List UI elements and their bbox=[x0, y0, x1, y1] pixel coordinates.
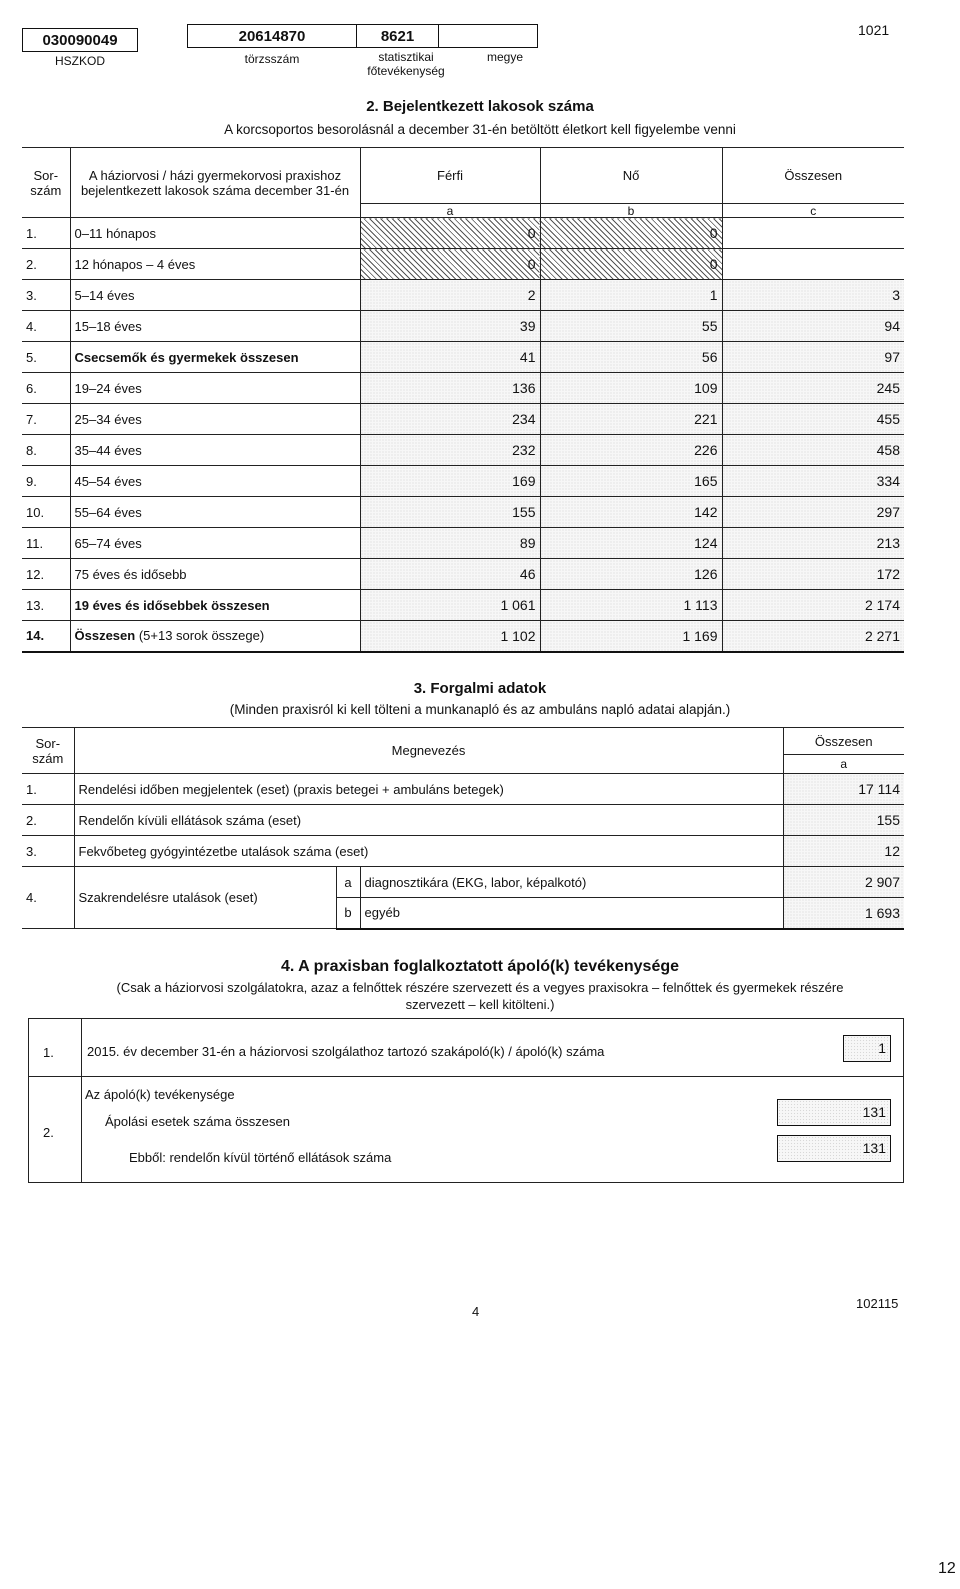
row-label: 45–54 éves bbox=[70, 466, 360, 497]
sub-a: a bbox=[783, 755, 904, 774]
col-sorszam: Sor- szám bbox=[22, 148, 70, 218]
sub-c: c bbox=[722, 204, 904, 218]
cell-value-b: 1 693 bbox=[783, 898, 904, 929]
cell-osszesen: 2 271 bbox=[722, 621, 904, 652]
table-row bbox=[22, 528, 904, 559]
section2-subtitle: A korcsoportos besorolásnál a december 31-én betöltött életkort kell figyelembe venni bbox=[224, 122, 736, 137]
row-label: 35–44 éves bbox=[70, 435, 360, 466]
table-row bbox=[22, 404, 904, 435]
cell-osszesen: 455 bbox=[722, 404, 904, 435]
row-number: 3. bbox=[22, 836, 74, 867]
cell-no: 1 bbox=[540, 280, 722, 311]
section4-subtitle-2: szervezett – kell kitölteni.) bbox=[405, 997, 555, 1012]
row-number: 8. bbox=[22, 435, 70, 466]
cell-osszesen: 172 bbox=[722, 559, 904, 590]
section2-title-text: 2. Bejelentkezett lakosok száma bbox=[366, 98, 594, 115]
row-label: 75 éves és idősebb bbox=[70, 559, 360, 590]
table-row bbox=[22, 311, 904, 342]
table-row bbox=[22, 774, 904, 805]
col-ferfi: Férfi bbox=[360, 148, 540, 204]
row-label: 55–64 éves bbox=[70, 497, 360, 528]
table-row bbox=[22, 249, 904, 280]
cell-ferfi: 136 bbox=[360, 373, 540, 404]
cell-ferfi: 0 bbox=[360, 218, 540, 249]
cell-osszesen: 97 bbox=[722, 342, 904, 373]
row-label: 19 éves és idősebbek összesen bbox=[70, 590, 360, 621]
col-description: A háziorvosi / házi gyermekorvosi praxishoz bejelentkezett lakosok száma december 31-én bbox=[70, 148, 360, 218]
section4-table bbox=[28, 1018, 904, 1183]
divider bbox=[81, 1019, 82, 1182]
cell-ferfi: 234 bbox=[360, 404, 540, 435]
row-number: 3. bbox=[22, 280, 70, 311]
cell-osszesen: 297 bbox=[722, 497, 904, 528]
cell-no: 165 bbox=[540, 466, 722, 497]
col-no: Nő bbox=[540, 148, 722, 204]
divider bbox=[29, 1076, 903, 1077]
col-osszesen: Összesen bbox=[783, 728, 904, 755]
row-label: 0–11 hónapos bbox=[70, 218, 360, 249]
activity-outside-value: 131 bbox=[777, 1135, 891, 1162]
hszkod-value-box bbox=[22, 28, 138, 52]
row-number: 6. bbox=[22, 373, 70, 404]
row-number: 4. bbox=[22, 867, 74, 929]
row-label-main: Összesen bbox=[74, 628, 136, 644]
cell-osszesen: 94 bbox=[722, 311, 904, 342]
sub-label-a: diagnosztikára (EKG, labor, képalkotó) bbox=[360, 867, 783, 898]
cell-ferfi: 89 bbox=[360, 528, 540, 559]
section4-title bbox=[0, 958, 960, 976]
cell-osszesen bbox=[722, 249, 904, 280]
cell-no: 55 bbox=[540, 311, 722, 342]
row-number: 13. bbox=[22, 590, 70, 621]
statisztikai-value-box bbox=[356, 24, 439, 48]
cell-no: 0 bbox=[540, 249, 722, 280]
row-number: 7. bbox=[22, 404, 70, 435]
table-row bbox=[22, 435, 904, 466]
cell-no: 126 bbox=[540, 559, 722, 590]
row-number: 12. bbox=[22, 559, 70, 590]
cell-ferfi: 169 bbox=[360, 466, 540, 497]
section3-title bbox=[0, 680, 960, 697]
torzsszam-label: törzsszám bbox=[244, 52, 300, 66]
row-label: Szakrendelésre utalások (eset) bbox=[74, 867, 336, 929]
row-label: 65–74 éves bbox=[70, 528, 360, 559]
cell-no: 0 bbox=[540, 218, 722, 249]
section2-table bbox=[22, 147, 904, 653]
cell-ferfi: 39 bbox=[360, 311, 540, 342]
sub-letter-b: b bbox=[336, 898, 360, 929]
statisztikai-value: 8621 bbox=[380, 27, 415, 45]
row-label: Rendelőn kívüli ellátások száma (eset) bbox=[74, 805, 783, 836]
row-label: 25–34 éves bbox=[70, 404, 360, 435]
row-number: 9. bbox=[22, 466, 70, 497]
row-label: Csecsemők és gyermekek összesen bbox=[70, 342, 360, 373]
cell-ferfi: 232 bbox=[360, 435, 540, 466]
cell-ferfi: 0 bbox=[360, 249, 540, 280]
cell-no: 124 bbox=[540, 528, 722, 559]
hszkod-label: HSZKOD bbox=[54, 54, 105, 68]
table-row bbox=[22, 497, 904, 528]
activity-outside-label: Ebből: rendelőn kívül történő ellátások száma bbox=[129, 1150, 392, 1165]
row-number: 1. bbox=[22, 218, 70, 249]
cell-no: 1 169 bbox=[540, 621, 722, 652]
activity-total-value: 131 bbox=[777, 1099, 891, 1126]
corner-number: 12 bbox=[938, 1560, 956, 1577]
cell-ferfi: 155 bbox=[360, 497, 540, 528]
sub-label-b: egyéb bbox=[360, 898, 783, 929]
megye-label: megye bbox=[486, 50, 524, 64]
form-code: 102115 bbox=[856, 1296, 899, 1311]
page-number: 4 bbox=[472, 1304, 480, 1319]
row-number: 5. bbox=[22, 342, 70, 373]
cell-osszesen: 2 174 bbox=[722, 590, 904, 621]
activity-heading: Az ápoló(k) tevékenysége bbox=[85, 1087, 235, 1102]
hszkod-value: 030090049 bbox=[42, 31, 118, 49]
cell-value-a: 2 907 bbox=[783, 867, 904, 898]
row-label-suffix: (5+13 sorok összege) bbox=[135, 628, 265, 644]
row-number: 4. bbox=[22, 311, 70, 342]
torzsszam-value-box bbox=[187, 24, 357, 48]
cell-osszesen: 3 bbox=[722, 280, 904, 311]
cell-ferfi: 1 061 bbox=[360, 590, 540, 621]
cell-osszesen: 334 bbox=[722, 466, 904, 497]
section3-subtitle: (Minden praxisról ki kell tölteni a munkanapló és az ambuláns napló adatai alapján.) bbox=[229, 702, 731, 717]
cell-osszesen bbox=[722, 218, 904, 249]
table-row bbox=[22, 559, 904, 590]
table-row bbox=[22, 867, 904, 898]
row-number: 2. bbox=[43, 1125, 54, 1140]
table-row-total bbox=[22, 621, 904, 652]
sub-b: b bbox=[540, 204, 722, 218]
row-label: Rendelési időben megjelentek (eset) (praxis betegei + ambuláns betegek) bbox=[74, 774, 783, 805]
table-row bbox=[22, 342, 904, 373]
section3-title-text: 3. Forgalmi adatok bbox=[413, 680, 547, 697]
row-label: Fekvőbeteg gyógyintézetbe utalások száma (eset) bbox=[74, 836, 783, 867]
col-megnevezes: Megnevezés bbox=[74, 728, 783, 774]
fotevekenyseg-label: főtevékenység bbox=[367, 64, 445, 78]
cell-value: 12 bbox=[783, 836, 904, 867]
row-number: 1. bbox=[22, 774, 74, 805]
cell-no: 1 113 bbox=[540, 590, 722, 621]
page-code: 1021 bbox=[858, 22, 890, 38]
cell-no: 56 bbox=[540, 342, 722, 373]
table-row bbox=[22, 836, 904, 867]
nurse-count-value: 1 bbox=[843, 1035, 891, 1062]
cell-ferfi: 41 bbox=[360, 342, 540, 373]
torzsszam-value: 20614870 bbox=[238, 27, 306, 45]
cell-osszesen: 213 bbox=[722, 528, 904, 559]
megye-value-box bbox=[438, 24, 538, 48]
cell-value: 155 bbox=[783, 805, 904, 836]
cell-no: 142 bbox=[540, 497, 722, 528]
row-label bbox=[70, 621, 360, 652]
section4-title-text: 4. A praxisban foglalkoztatott ápoló(k) tevékenysége bbox=[280, 958, 680, 975]
table-row bbox=[22, 466, 904, 497]
table-row bbox=[22, 373, 904, 404]
table-row bbox=[22, 590, 904, 621]
section4-subtitle-1: (Csak a háziorvosi szolgálatokra, azaz a felnőttek részére szervezett és a vegyes praxisokra – felnőttek és gyermekek részére bbox=[116, 980, 844, 995]
cell-ferfi: 46 bbox=[360, 559, 540, 590]
row-number: 14. bbox=[22, 621, 70, 652]
cell-no: 221 bbox=[540, 404, 722, 435]
cell-no: 226 bbox=[540, 435, 722, 466]
cell-value: 17 114 bbox=[783, 774, 904, 805]
cell-ferfi: 2 bbox=[360, 280, 540, 311]
row-number: 11. bbox=[22, 528, 70, 559]
row-number: 2. bbox=[22, 805, 74, 836]
row-label: 19–24 éves bbox=[70, 373, 360, 404]
statisztikai-label bbox=[356, 50, 456, 78]
row-label: 5–14 éves bbox=[70, 280, 360, 311]
row-number: 10. bbox=[22, 497, 70, 528]
section3-table bbox=[22, 727, 904, 930]
table-row bbox=[22, 280, 904, 311]
row-label: 2015. év december 31-én a háziorvosi szolgálathoz tartozó szakápoló(k) / ápoló(k) száma bbox=[87, 1044, 605, 1059]
row-label: 12 hónapos – 4 éves bbox=[70, 249, 360, 280]
row-number: 1. bbox=[43, 1045, 54, 1060]
row-number: 2. bbox=[22, 249, 70, 280]
row-label: 15–18 éves bbox=[70, 311, 360, 342]
table-row bbox=[22, 805, 904, 836]
activity-total-label: Ápolási esetek száma összesen bbox=[105, 1114, 290, 1129]
col-sorszam: Sor- szám bbox=[22, 728, 74, 774]
cell-ferfi: 1 102 bbox=[360, 621, 540, 652]
col-osszesen: Összesen bbox=[722, 148, 904, 204]
cell-osszesen: 245 bbox=[722, 373, 904, 404]
sub-letter-a: a bbox=[336, 867, 360, 898]
sub-a: a bbox=[360, 204, 540, 218]
section2-title bbox=[0, 98, 960, 115]
table-row bbox=[22, 218, 904, 249]
cell-osszesen: 458 bbox=[722, 435, 904, 466]
cell-no: 109 bbox=[540, 373, 722, 404]
statisztikai-label-line: statisztikai bbox=[378, 50, 434, 64]
